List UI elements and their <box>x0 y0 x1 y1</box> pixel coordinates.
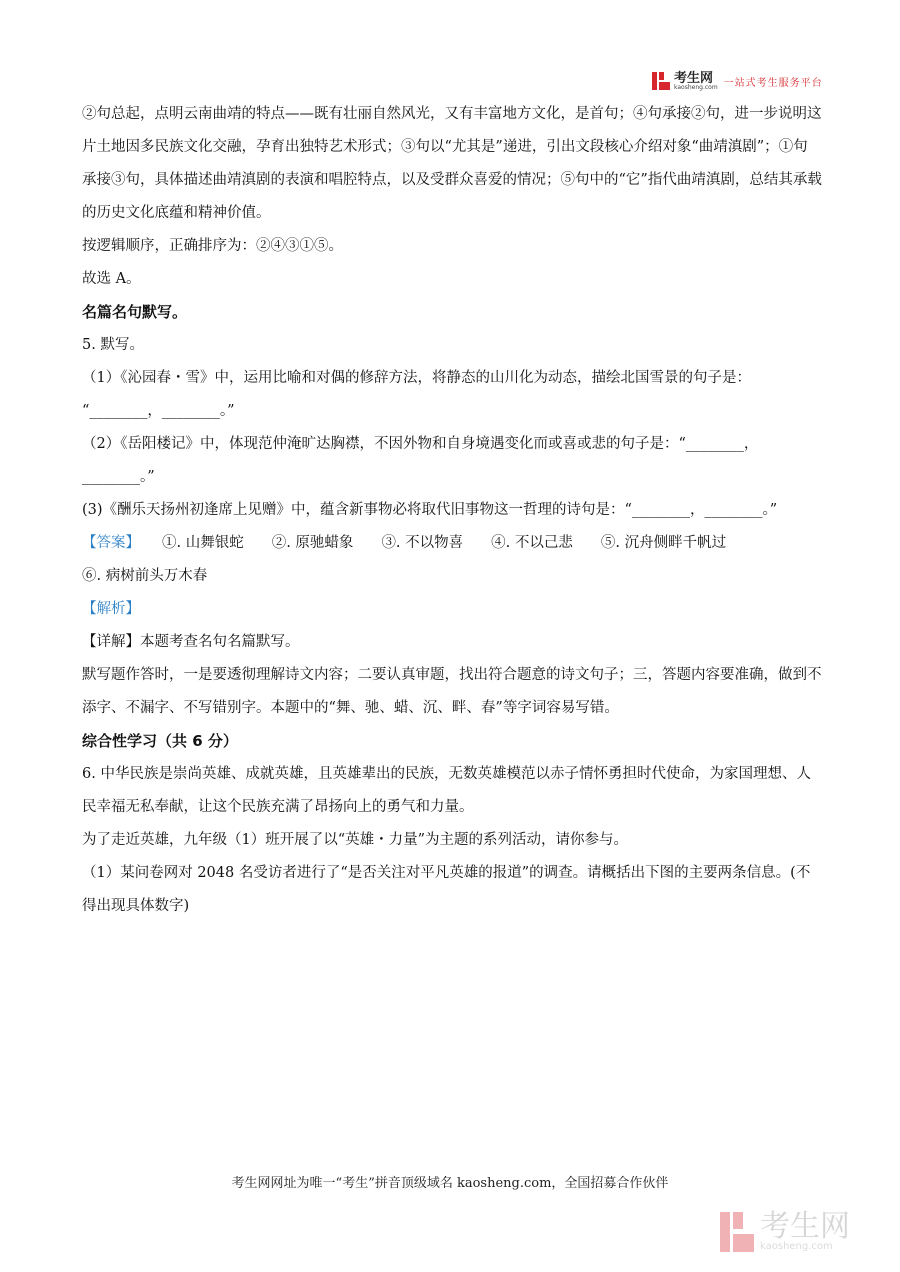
logo-slogan: 一站式考生服务平台 <box>723 77 823 89</box>
question-5-3: (3)《酬乐天扬州初逢席上见赠》中，蕴含新事物必将取代旧事物这一哲理的诗句是：“________，________。” <box>82 502 778 518</box>
question-5-2-blanks: ________。” <box>82 469 155 485</box>
logo-icon <box>652 72 670 90</box>
detail-heading: 【详解】本题考查名句名篇默写。 <box>82 634 300 650</box>
answer-line <box>82 527 822 593</box>
watermark <box>720 1209 850 1252</box>
answer-item: ④. 不以己悲 <box>491 535 573 551</box>
section-title-dictation: 名篇名句默写。 <box>82 303 188 321</box>
question-5-1-blanks: “________，________。” <box>82 403 235 419</box>
detail-paragraph: 默写题作答时，一是要透彻理解诗文内容；二要认真审题，找出符合题意的诗文句子；三，答题内容要准确，做到不添字、不漏字、不写错别字。本题中的“舞、驰、蜡、沉、畔、春”等字词容易写错。 <box>82 667 822 716</box>
paragraph-sequence-analysis: ②句总起，点明云南曲靖的特点——既有壮丽自然风光，又有丰富地方文化，是首句；④句承接②句，进一步说明这片土地因多民族文化交融，孕育出独特艺术形式；③句以“尤其是”递进，引出文段核心介绍对象“曲靖滇剧”；①句承接③句，具体描述曲靖滇剧的表演和唱腔特点，以及受群众喜爱的情况；⑤句中的“它”指代曲靖滇剧，总结其承载的历史文化底蕴和精神价值。 <box>82 106 822 221</box>
answer-item: ①. 山舞银蛇 <box>162 535 244 551</box>
logo-domain: kaosheng.com <box>674 83 718 91</box>
analysis-label: 【解析】 <box>82 601 140 617</box>
answer-item: ⑥. 病树前头万木春 <box>82 568 208 584</box>
question-5-1: （1）《沁园春・雪》中，运用比喻和对偶的修辞方法，将静态的山川化为动态，描绘北国雪景的句子是： <box>82 370 751 386</box>
logo-name: 考生网 <box>674 70 714 86</box>
question-5: 5. 默写。 <box>82 337 144 353</box>
document-body <box>82 98 822 923</box>
paragraph-choice: 故选 A。 <box>82 271 141 287</box>
answer-item: ⑤. 沉舟侧畔千帆过 <box>600 535 727 551</box>
watermark-logo-icon <box>720 1212 754 1252</box>
answer-item: ②. 原驰蜡象 <box>271 535 354 551</box>
paragraph-order: 按逻辑顺序，正确排序为：②④③①⑤。 <box>82 238 343 254</box>
watermark-name: 考生网 <box>760 1209 850 1244</box>
answer-label: 【答案】 <box>82 535 140 551</box>
answer-item: ③. 不以物喜 <box>381 535 464 551</box>
question-6-1: （1）某问卷网对 2048 名受访者进行了“是否关注对平凡英雄的报道”的调查。请概括出下图的主要两条信息。(不得出现具体数字) <box>82 865 811 914</box>
question-6-intro: 为了走近英雄，九年级（1）班开展了以“英雄・力量”为主题的系列活动，请你参与。 <box>82 832 629 848</box>
watermark-domain: kaosheng.com <box>760 1241 833 1252</box>
section-title-comprehensive: 综合性学习（共 6 分） <box>82 732 238 750</box>
header-logo <box>652 70 823 92</box>
question-5-2: （2）《岳阳楼记》中，体现范仲淹旷达胸襟，不因外物和自身境遇变化而或喜或悲的句子是：“________， <box>82 436 759 452</box>
page-footer: 考生网网址为唯一“考生”拼音顶级域名 kaosheng.com，全国招募合作伙伴 <box>231 1176 669 1191</box>
question-6: 6. 中华民族是崇尚英雄、成就英雄，且英雄辈出的民族，无数英雄模范以赤子情怀勇担时代使命，为家国理想、人民幸福无私奉献，让这个民族充满了昂扬向上的勇气和力量。 <box>82 766 811 815</box>
